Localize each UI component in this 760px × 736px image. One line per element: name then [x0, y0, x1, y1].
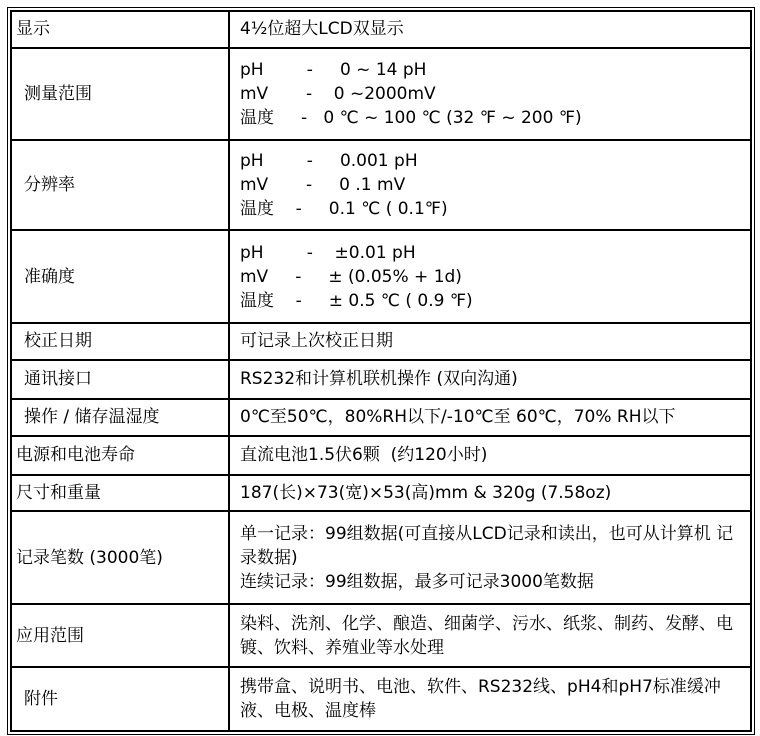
table-row — [11, 475, 751, 512]
table-row — [11, 511, 751, 603]
value-line: 温度 - 0.1 ℃ ( 0.1℉) — [240, 199, 448, 220]
value-line: 染料、洗剂、化学、酿造、细菌学、污水、纸浆、制药、发酵、电镀、饮料、养殖业等水处理 — [240, 613, 733, 658]
row-label: 显示 — [11, 11, 229, 48]
table-row — [11, 230, 751, 322]
row-label: 通讯接口 — [11, 360, 229, 399]
value-line: mV - 0 .1 mV — [240, 175, 406, 196]
row-label: 附件 — [11, 667, 229, 731]
row-label: 应用范围 — [11, 604, 229, 668]
value-line: RS232和计算机联机操作 (双向沟通) — [240, 369, 518, 390]
table-row — [11, 667, 751, 731]
row-label: 操作 / 储存温湿度 — [11, 399, 229, 436]
value-line: pH - 0 ~ 14 pH — [240, 60, 427, 81]
table-row — [11, 436, 751, 475]
row-value — [229, 436, 751, 475]
row-label: 尺寸和重量 — [11, 475, 229, 512]
value-line: 温度 - ± 0.5 ℃ ( 0.9 ℉) — [240, 290, 473, 311]
value-line: 温度 - 0 ℃ ~ 100 ℃ (32 ℉ ~ 200 ℉) — [240, 108, 582, 129]
row-value — [229, 48, 751, 140]
value-line: 187(长)×73(宽)×53(高)mm & 320g (7.58oz) — [240, 483, 612, 503]
value-line: 单一记录：99组数据(可直接从LCD记录和读出，也可从计算机 记录数据) — [240, 523, 734, 568]
row-label: 记录笔数 (3000笔) — [11, 511, 229, 603]
row-value — [229, 140, 751, 230]
row-value — [229, 360, 751, 399]
row-label: 校正日期 — [11, 323, 229, 360]
row-value — [229, 11, 751, 48]
value-line: 携带盒、说明书、电池、软件、RS232线、pH4和pH7标准缓冲液、电极、温度棒 — [240, 677, 721, 722]
row-label: 分辨率 — [11, 140, 229, 230]
value-line: 连续记录：99组数据，最多可记录3000笔数据 — [240, 571, 594, 592]
table-row — [11, 360, 751, 399]
value-line: pH - 0.001 pH — [240, 151, 418, 172]
value-line: mV - 0 ~2000mV — [240, 84, 436, 105]
row-value — [229, 511, 751, 603]
row-label: 电源和电池寿命 — [11, 436, 229, 475]
value-line: 可记录上次校正日期 — [240, 331, 393, 352]
value-line: 0℃至50℃，80%RH以下/-10℃至 60℃，70% RH以下 — [240, 407, 676, 428]
row-value — [229, 667, 751, 731]
value-line: pH - ±0.01 pH — [240, 242, 416, 263]
table-row — [11, 399, 751, 436]
value-line: 直流电池1.5伏6颗 (约120小时) — [240, 445, 488, 466]
value-line: 4½位超大LCD双显示 — [240, 19, 404, 40]
row-value — [229, 475, 751, 512]
row-label: 准确度 — [11, 230, 229, 322]
table-row — [11, 11, 751, 48]
row-value — [229, 604, 751, 668]
table-row — [11, 48, 751, 140]
row-value — [229, 323, 751, 360]
row-label: 测量范围 — [11, 48, 229, 140]
spec-table — [10, 10, 752, 732]
table-row — [11, 140, 751, 230]
value-line: mV - ± (0.05% + 1d) — [240, 266, 462, 287]
table-row — [11, 604, 751, 668]
row-value — [229, 399, 751, 436]
table-row — [11, 323, 751, 360]
row-value — [229, 230, 751, 322]
